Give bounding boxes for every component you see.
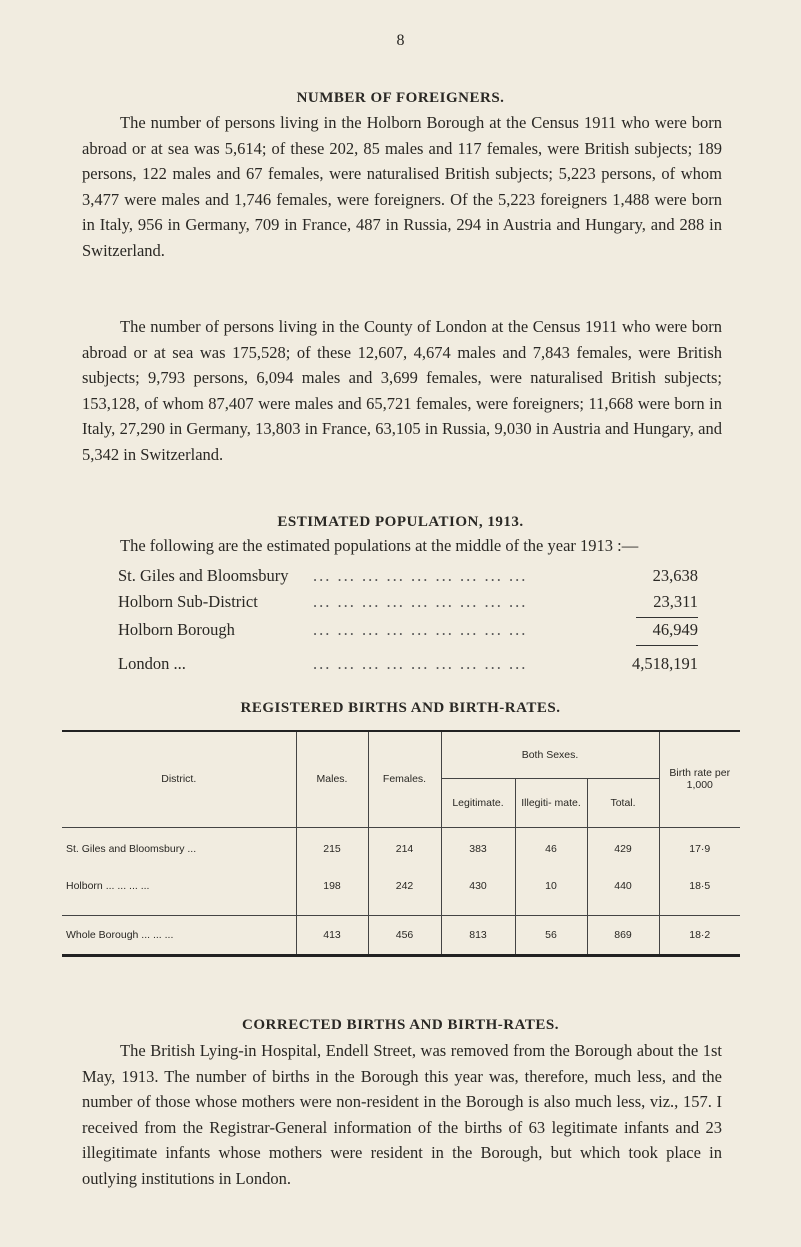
birth-rate-header: Birth rate per 1,000 [669, 767, 731, 792]
males-header: Males. [296, 731, 368, 827]
illegitimate-cell: 56 [515, 915, 587, 955]
table-row [62, 915, 740, 955]
legitimate-cell: 813 [441, 915, 515, 955]
population-value: 4,518,191 [632, 654, 698, 673]
leader-dots: ... ... ... ... ... ... ... ... ... [313, 654, 528, 673]
district-cell: Whole Borough ... ... ... [62, 915, 296, 955]
sum-rule [636, 617, 698, 618]
leader-dots: ... ... ... ... ... ... ... ... ... [313, 566, 528, 585]
corrected-births-paragraph: The British Lying-in Hospital, Endell Street, was removed from the Borough about the 1st May, 1913. The number of births in the Borough this year was, therefore, much less, and the number of those whose mothers were non-resident in the Borough is also much less, viz., 157. I received from the Registrar-General information of the births of 63 legitimate infants and 23 illegitimate infants whose mothers were resident in the Borough, but which took place in outlying institutions in London. [82, 1041, 722, 1188]
table-row [62, 827, 740, 871]
district-cell: St. Giles and Bloomsbury ... [62, 827, 296, 871]
rate-cell: 18·2 [689, 928, 711, 941]
foreigners-paragraph-1: The number of persons living in the Holborn Borough at the Census 1911 who were born abroad or at sea was 5,614; of these 202, 85 males and 117 females, were British subjects; 189 persons, 122 males and 67 females, were naturalised British subjects; 5,223 persons, of whom 3,477 were males and 1,746 females, were foreigners. Of the 5,223 foreigners 1,488 were born in Italy, 956 in Germany, 709 in France, 487 in Russia, 294 in Austria and Hungary, and 288 in Switzerland. [82, 113, 722, 260]
table-row [62, 871, 740, 901]
page-number: 8 [396, 32, 405, 49]
estimated-population-intro: The following are the estimated populations at the middle of the year 1913 :— [120, 536, 639, 555]
total-cell: 869 [587, 915, 659, 955]
legitimate-cell: 383 [441, 827, 515, 871]
both-sexes-header: Both Sexes. [441, 731, 659, 778]
births-table [62, 730, 740, 957]
illegitimate-cell: 46 [515, 827, 587, 871]
males-cell: 215 [296, 827, 368, 871]
females-cell: 214 [368, 827, 441, 871]
rate-cell: 18·5 [689, 880, 711, 892]
total-cell: 429 [587, 827, 659, 871]
illegitimate-cell: 10 [515, 871, 587, 901]
foreigners-paragraph-2: The number of persons living in the County of London at the Census 1911 who were born abroad or at sea was 175,528; of these 12,607, 4,674 males and 7,843 females, were British subjects; 9,793 persons, 6,094 males and 3,699 females, were naturalised British subjects; 153,128, of whom 87,407 were males and 65,721 females, were foreigners; 11,668 were born in Italy, 27,290 in Germany, 13,803 in France, 63,105 in Russia, 9,030 in Austria and Hungary, and 5,342 in Switzerland. [82, 317, 722, 464]
district-header: District. [62, 731, 296, 827]
females-cell: 456 [368, 915, 441, 955]
corrected-births-heading: CORRECTED BIRTHS AND BIRTH-RATES. [242, 1017, 559, 1033]
foreigners-heading: NUMBER OF FOREIGNERS. [296, 90, 505, 106]
leader-dots: ... ... ... ... ... ... ... ... ... [313, 592, 528, 611]
leader-dots: ... ... ... ... ... ... ... ... ... [313, 620, 528, 639]
sum-rule [636, 645, 698, 646]
males-cell: 413 [296, 915, 368, 955]
rate-cell: 17·9 [689, 843, 711, 856]
illegitimate-header: Illegiti- mate. [515, 778, 587, 827]
population-label: Holborn Sub-District [118, 592, 258, 611]
total-header: Total. [587, 778, 659, 827]
population-value: 23,638 [652, 566, 698, 585]
males-cell: 198 [296, 871, 368, 901]
females-header: Females. [368, 731, 441, 827]
total-cell: 440 [587, 871, 659, 901]
population-value: 46,949 [652, 620, 698, 639]
district-cell: Holborn ... ... ... ... [62, 871, 296, 901]
legitimate-cell: 430 [441, 871, 515, 901]
population-label: London ... [118, 654, 186, 673]
population-value: 23,311 [653, 592, 698, 611]
estimated-population-heading: ESTIMATED POPULATION, 1913. [277, 514, 524, 530]
legitimate-header: Legitimate. [441, 778, 515, 827]
population-label: Holborn Borough [118, 620, 235, 639]
females-cell: 242 [368, 871, 441, 901]
registered-births-heading: REGISTERED BIRTHS AND BIRTH-RATES. [240, 700, 561, 716]
population-label: St. Giles and Bloomsbury [118, 566, 289, 585]
